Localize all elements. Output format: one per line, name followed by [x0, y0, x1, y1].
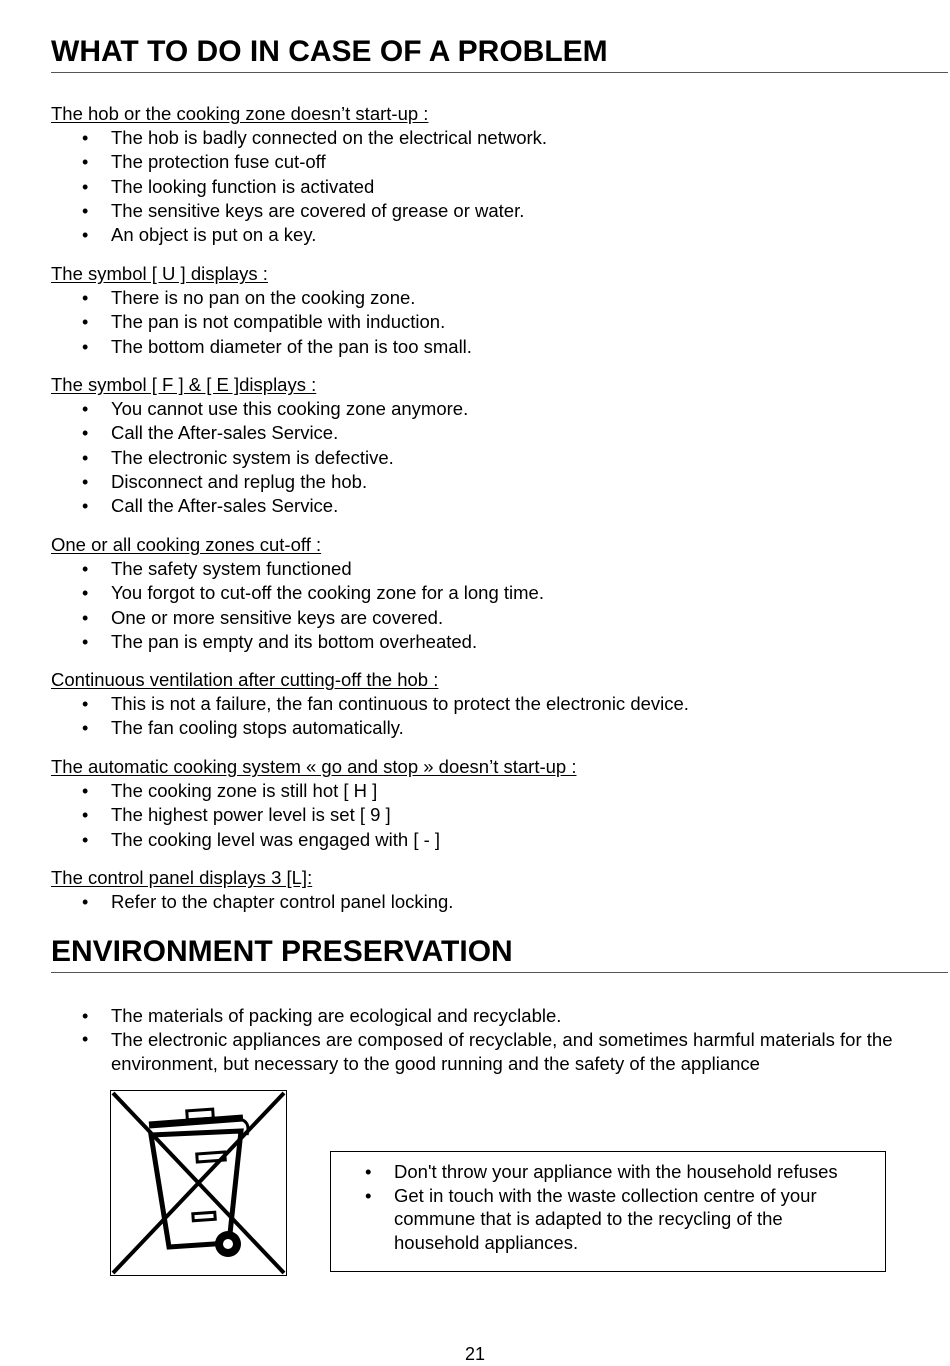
- list-item: • The materials of packing are ecological and recyclable.: [0, 1004, 935, 1028]
- disposal-instructions-box: [330, 1151, 886, 1272]
- problem-list-panel-locking: [0, 890, 900, 914]
- list-item: • The pan is empty and its bottom overheated.: [0, 630, 900, 654]
- list-item: • An object is put on a key.: [0, 223, 900, 247]
- list-item: • Refer to the chapter control panel locking.: [0, 890, 900, 914]
- list-item: • The protection fuse cut-off: [0, 150, 900, 174]
- list-item: • The pan is not compatible with induction.: [0, 310, 900, 334]
- list-item: • The bottom diameter of the pan is too small.: [0, 335, 900, 359]
- problem-list-ventilation: [0, 692, 900, 741]
- problem-heading-go-and-stop: The automatic cooking system « go and stop » doesn’t start-up :: [51, 756, 577, 777]
- problem-heading-zones-cut-off: One or all cooking zones cut-off :: [51, 534, 322, 555]
- problem-section-title: WHAT TO DO IN CASE OF A PROBLEM: [51, 35, 608, 68]
- list-item: • Disconnect and replug the hob.: [0, 470, 900, 494]
- environment-list: [0, 1004, 935, 1075]
- list-item: • You forgot to cut-off the cooking zone for a long time.: [0, 581, 900, 605]
- problem-heading-symbol-u: The symbol [ U ] displays :: [51, 263, 268, 284]
- list-item: • Get in touch with the waste collection centre of your commune that is adapted to the recycling of the household appliances.: [331, 1184, 885, 1255]
- list-item: • The cooking zone is still hot [ H ]: [0, 779, 900, 803]
- list-item: • The fan cooling stops automatically.: [0, 716, 900, 740]
- problem-heading-no-startup: The hob or the cooking zone doesn’t start-up :: [51, 103, 429, 124]
- problem-list-symbol-u: [0, 286, 900, 359]
- list-item: • The safety system functioned: [0, 557, 900, 581]
- list-item: • Don't throw your appliance with the household refuses: [331, 1160, 885, 1184]
- list-item: • Call the After-sales Service.: [0, 494, 900, 518]
- problem-heading-panel-locking: The control panel displays 3 [L]:: [51, 867, 313, 888]
- list-item: • The electronic system is defective.: [0, 446, 900, 470]
- list-item: • The looking function is activated: [0, 175, 900, 199]
- list-item: • There is no pan on the cooking zone.: [0, 286, 900, 310]
- list-item: • This is not a failure, the fan continuous to protect the electronic device.: [0, 692, 900, 716]
- environment-section-title: ENVIRONMENT PRESERVATION: [51, 935, 513, 968]
- list-item: • The electronic appliances are composed of recyclable, and sometimes harmful materials for the environment, but necessary to the good running and the safety of the appliance: [0, 1028, 935, 1075]
- title-divider: [51, 972, 948, 973]
- problem-list-zones-cut-off: [0, 557, 900, 654]
- list-item: • The hob is badly connected on the electrical network.: [0, 126, 900, 150]
- problem-list-go-and-stop: [0, 779, 900, 852]
- title-divider: [51, 72, 948, 73]
- crossed-out-wheelie-bin-icon: [110, 1090, 287, 1276]
- disposal-instructions-list: [331, 1152, 885, 1254]
- list-item: • The highest power level is set [ 9 ]: [0, 803, 900, 827]
- list-item: • Call the After-sales Service.: [0, 421, 900, 445]
- list-item: • One or more sensitive keys are covered.: [0, 606, 900, 630]
- list-item: • You cannot use this cooking zone anymore.: [0, 397, 900, 421]
- list-item: • The sensitive keys are covered of grease or water.: [0, 199, 900, 223]
- list-item: • The cooking level was engaged with [ - ]: [0, 828, 900, 852]
- page-number: 21: [464, 1344, 486, 1364]
- problem-list-symbol-f-e: [0, 397, 900, 518]
- problem-list-no-startup: [0, 126, 900, 247]
- problem-heading-symbol-f-e: The symbol [ F ] & [ E ]displays :: [51, 374, 317, 395]
- problem-heading-ventilation: Continuous ventilation after cutting-off the hob :: [51, 669, 439, 690]
